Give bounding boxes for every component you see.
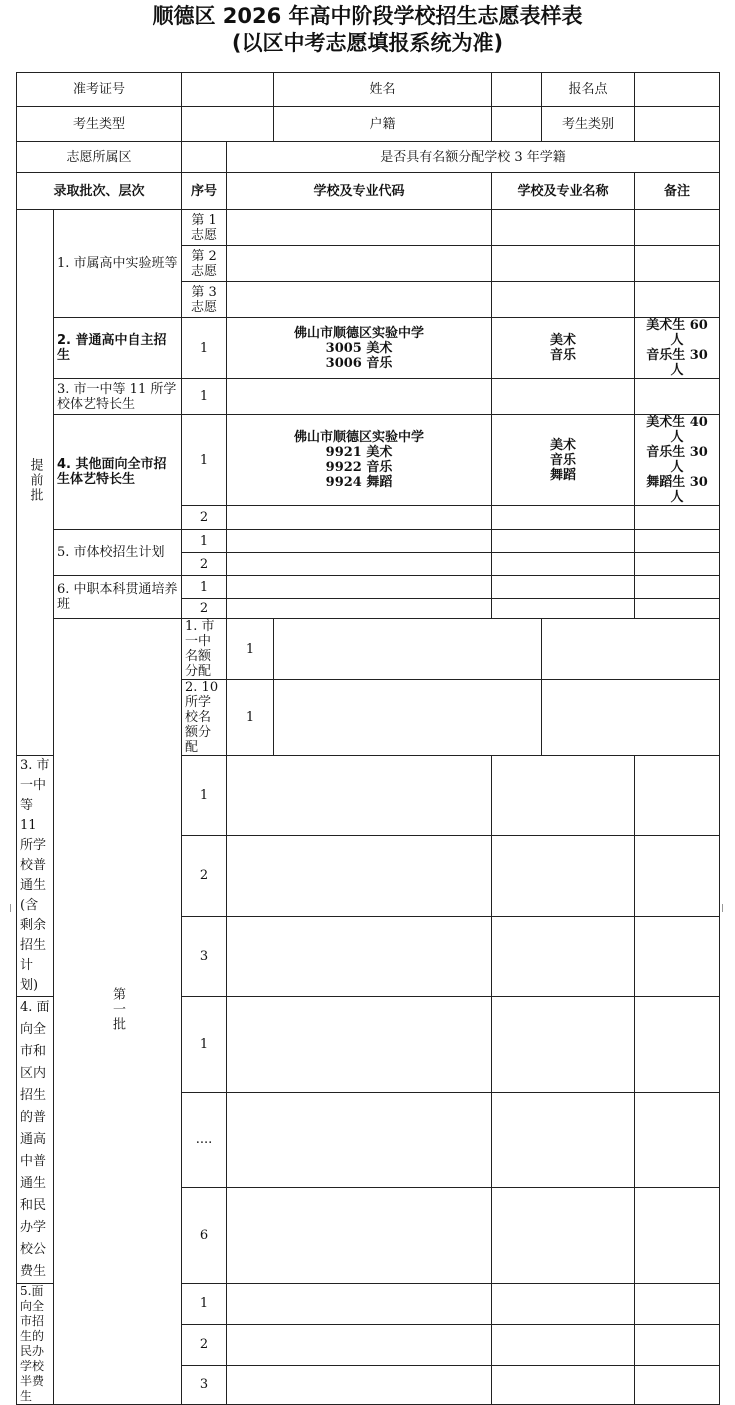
early-r4-seq2: 2 [182,506,227,530]
code-cell[interactable] [274,680,542,756]
code-cell[interactable] [227,282,492,318]
first-r4-seq3: 6 [182,1188,227,1284]
name-cell[interactable] [492,1188,635,1284]
remark-cell[interactable] [635,1284,720,1325]
code-cell[interactable] [227,379,492,415]
first-r5-label: 5.面向全市招生的民办学校半费生 [17,1284,54,1405]
hukou-label: 户籍 [274,107,492,142]
name-cell[interactable] [492,506,635,530]
code-cell[interactable] [274,619,542,680]
first-r4-label: 4. 面向全市和区内招生的普通高中普通生和民办学校公费生 [17,997,54,1284]
early-r6-seq1: 1 [182,576,227,599]
name-cell[interactable] [542,619,720,680]
name-cell[interactable] [492,1284,635,1325]
remark-cell[interactable] [635,576,720,599]
early-r1-label: 1. 市属高中实验班等 [54,210,182,318]
header-name: 学校及专业名称 [492,173,635,210]
code-cell[interactable] [227,576,492,599]
name-cell[interactable] [492,916,635,996]
remark-cell[interactable] [635,599,720,619]
corner-mark [722,904,731,912]
code-cell[interactable] [227,1092,492,1188]
early-r5-seq1: 1 [182,530,227,553]
name-cell[interactable] [492,997,635,1093]
reg-point-field[interactable] [635,73,720,107]
first-r3-seq2: 2 [182,836,227,916]
remark-cell[interactable] [635,997,720,1093]
name-cell[interactable] [492,599,635,619]
early-r5-seq2: 2 [182,553,227,576]
student-type-label: 考生类型 [17,107,182,142]
name-cell[interactable] [492,246,635,282]
early-r4-seq1: 1 [182,415,227,506]
code-cell[interactable] [227,1365,492,1404]
first-r3-seq3: 3 [182,916,227,996]
early-r5-label: 5. 市体校招生计划 [54,530,182,576]
early-r4-label: 4. 其他面向全市招生体艺特长生 [54,415,182,530]
remark-cell[interactable] [635,282,720,318]
remark-cell[interactable] [635,1092,720,1188]
batch-early-label: 提前批 [17,210,54,756]
remark-cell[interactable] [635,379,720,415]
code-cell[interactable] [227,246,492,282]
page-subtitle: (以区中考志愿填报系统为准) [231,31,504,55]
district-field[interactable] [182,142,227,173]
first-r3-label: 3. 市一中等 11 所学校普通生(含剩余招生计划) [17,756,54,997]
early-r2-remark[interactable]: 美术生 60 人 音乐生 30 人 [635,318,720,379]
remark-cell[interactable] [635,1324,720,1365]
code-cell[interactable] [227,210,492,246]
early-r1-choice2: 第 2 志愿 [182,246,227,282]
application-form-table [16,72,720,1405]
name-cell[interactable] [492,379,635,415]
first-r3-seq1: 1 [182,756,227,836]
early-r3-label: 3. 市一中等 11 所学校体艺特长生 [54,379,182,415]
first-r4-seq2: .... [182,1092,227,1188]
name-cell[interactable] [492,282,635,318]
first-r5-seq1: 1 [182,1284,227,1325]
early-r4-code[interactable]: 佛山市顺德区实验中学 9921 美术 9922 音乐 9924 舞蹈 [227,415,492,506]
early-r3-seq: 1 [182,379,227,415]
early-r2-label: 2. 普通高中自主招生 [54,318,182,379]
quota-question: 是否具有名额分配学校 3 年学籍 [227,142,720,173]
early-r1-choice1: 第 1 志愿 [182,210,227,246]
reg-point-label: 报名点 [542,73,635,107]
remark-cell[interactable] [635,210,720,246]
code-cell[interactable] [227,599,492,619]
code-cell[interactable] [227,916,492,996]
name-field[interactable] [492,73,542,107]
name-cell[interactable] [542,680,720,756]
name-cell[interactable] [492,1092,635,1188]
exam-id-field[interactable] [182,73,274,107]
name-cell[interactable] [492,576,635,599]
name-cell[interactable] [492,1324,635,1365]
first-r1-seq: 1 [227,619,274,680]
early-r4-name[interactable]: 美术 音乐 舞蹈 [492,415,635,506]
remark-cell[interactable] [635,1365,720,1404]
student-category-label: 考生类别 [542,107,635,142]
district-label: 志愿所属区 [17,142,182,173]
early-r6-seq2: 2 [182,599,227,619]
remark-cell[interactable] [635,756,720,836]
remark-cell[interactable] [635,836,720,916]
name-cell[interactable] [492,756,635,836]
name-cell[interactable] [492,530,635,553]
hukou-field[interactable] [492,107,542,142]
header-remark: 备注 [635,173,720,210]
remark-cell[interactable] [635,916,720,996]
first-r5-seq3: 3 [182,1365,227,1404]
code-cell[interactable] [227,997,492,1093]
code-cell[interactable] [227,530,492,553]
code-cell[interactable] [227,1284,492,1325]
code-cell[interactable] [227,506,492,530]
header-seq: 序号 [182,173,227,210]
batch-first-label: 第一批 [54,619,182,1405]
early-r4-remark[interactable]: 美术生 40 人 音乐生 30 人 舞蹈生 30 人 [635,415,720,506]
first-r2-seq: 1 [227,680,274,756]
remark-cell[interactable] [635,530,720,553]
early-r1-choice3: 第 3 志愿 [182,282,227,318]
exam-id-label: 准考证号 [17,73,182,107]
early-r2-seq: 1 [182,318,227,379]
name-cell[interactable] [492,836,635,916]
early-r6-label: 6. 中职本科贯通培养班 [54,576,182,619]
code-cell[interactable] [227,553,492,576]
code-cell[interactable] [227,836,492,916]
corner-mark [2,904,11,912]
code-cell[interactable] [227,1324,492,1365]
name-cell[interactable] [492,210,635,246]
name-cell[interactable] [492,1365,635,1404]
student-type-field[interactable] [182,107,274,142]
header-batch-level: 录取批次、层次 [17,173,182,210]
code-cell[interactable] [227,1188,492,1284]
first-r1-label: 1. 市一中名额分配 [182,619,227,680]
early-r2-code[interactable]: 佛山市顺德区实验中学 3005 美术 3006 音乐 [227,318,492,379]
remark-cell[interactable] [635,1188,720,1284]
student-category-field[interactable] [635,107,720,142]
first-r2-label: 2. 10 所学校名额分配 [182,680,227,756]
remark-cell[interactable] [635,506,720,530]
early-r2-name[interactable]: 美术 音乐 [492,318,635,379]
remark-cell[interactable] [635,553,720,576]
name-cell[interactable] [492,553,635,576]
code-cell[interactable] [227,756,492,836]
header-code: 学校及专业代码 [227,173,492,210]
remark-cell[interactable] [635,246,720,282]
first-r5-seq2: 2 [182,1324,227,1365]
page-title: 顺德区 2026 年高中阶段学校招生志愿表样表 [152,4,583,28]
first-r4-seq1: 1 [182,997,227,1093]
name-label: 姓名 [274,73,492,107]
